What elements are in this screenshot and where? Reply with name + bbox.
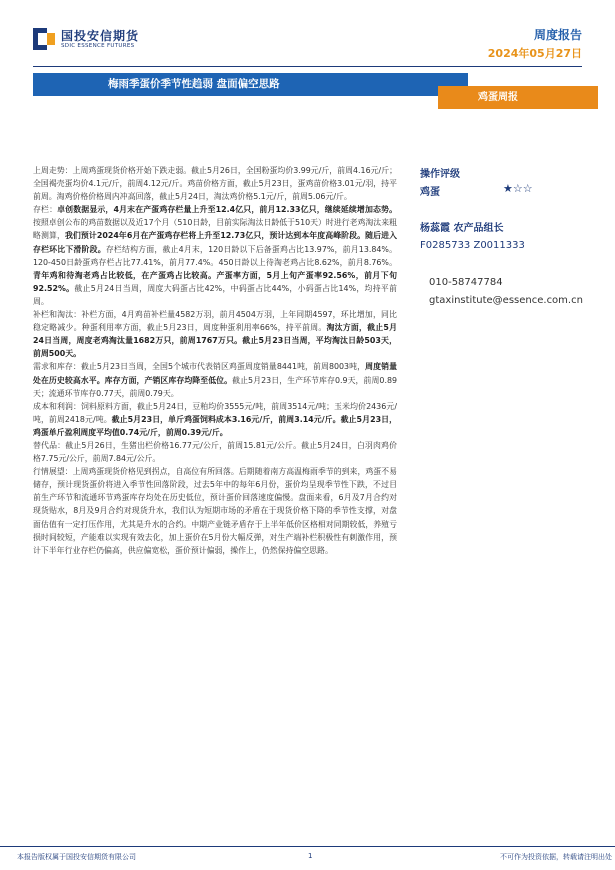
analyst-name: 杨蕊霞 农产品组长 <box>420 223 504 234</box>
company-logo <box>33 28 139 50</box>
paragraph-substitutes: 替代品：截止5月26日，生猪出栏价格16.77元/公斤，前周15.81元/公斤。截止5月24日，白羽肉鸡价格7.75元/公斤，前周7.84元/公斤。 <box>33 440 397 464</box>
rating-row <box>420 183 580 198</box>
contact-phone: 010-58747784 <box>429 277 503 288</box>
report-category: 鸡蛋周报 <box>438 86 598 109</box>
logo-mark-icon <box>33 28 55 50</box>
contact-email: gtaxinstitute@essence.com.cn <box>429 295 583 306</box>
rating-stars-icon: ★☆☆ <box>503 182 533 195</box>
header-divider <box>33 66 582 67</box>
paragraph-restock-culling: 补栏和淘汰：补栏方面，4月鸡苗补栏量4582万羽，前月4504万羽，上年同期4597，环比增加，同比稳定略减少。种蛋利用率方面，截止5月23日，周度种蛋利用率66%，持平前周。淘汰方面，截止5月24日当周，周度老鸡淘汰量1682万只，前周1767万只。截止5月23日当周，平均淘汰日龄503天，前周500天。 <box>33 310 397 359</box>
logo-en: SDIC ESSENCE FUTURES <box>61 42 135 49</box>
report-body <box>33 164 397 557</box>
rating-title: 操作评级 <box>420 169 460 180</box>
report-title: 梅雨季蛋价季节性趋弱 盘面偏空思路 <box>33 73 468 96</box>
report-type: 周度报告 <box>533 28 582 42</box>
analyst-cert: F0285733 Z0011333 <box>420 240 525 251</box>
footer-disclaimer: 不可作为投资依据，转载请注明出处 <box>500 853 612 861</box>
paragraph-weekly-trend: 上周走势：上周鸡蛋现货价格开始下跌走弱。截止5月26日，全国粉蛋均价3.99元/斤，前周4.16元/斤；全国褐壳蛋均价4.1元/斤，前周4.12元/斤。鸡苗价格方面，截止5月23日，蛋鸡苗价格3.01元/羽，持平前周。淘鸡价格价格周内冲高回落，截止5月24日，淘汰鸡价格5.1元/斤，前周5.06元/斤。 <box>33 166 397 202</box>
report-date: 2024年05月27日 <box>487 47 582 60</box>
footer-divider <box>0 846 615 847</box>
footer-copyright: 本报告版权属于国投安信期货有限公司 <box>17 853 136 861</box>
paragraph-cost-profit: 成本和利润：饲料原料方面，截止5月24日，豆粕均价3555元/吨，前周3514元/吨；玉米均价2436元/吨，前周2418元/吨。截止5月23日，单斤鸡蛋饲料成本3.16元/斤，前周3.14元/斤。截止5月23日，鸡蛋单斤盈利周度平均值0.74元/斤，前周0.39元/斤。 <box>33 401 397 437</box>
paragraph-inventory: 存栏：卓创数据显示，4月末在产蛋鸡存栏量上升至12.4亿只，前月12.33亿只，继续延续增加态势。按照卓创公布的鸡苗数据以及近17个月（510日龄，目前实际淘汰日龄低于510天）时进行老鸡淘汰来粗略测算，我们预计2024年6月在产蛋鸡存栏将上升至12.73亿只，预计达到本年度高峰阶段。随后进入存栏环比下滑阶段。存栏结构方面，截止4月末，120日龄以下后备蛋鸡占比13.97%，前月13.84%。120-450日龄蛋鸡存栏占比77.41%，前月77.4%。450日龄以上待淘老鸡占比8.62%，前月8.76%。青年鸡和待淘老鸡占比较低，在产蛋鸡占比较高。产蛋率方面，5月上旬产蛋率92.56%，前月下旬92.52%。截止5月24日当周，周度大码蛋占比42%，中码蛋占比44%，小码蛋占比14%，均持平前周。 <box>33 205 397 306</box>
rating-product: 鸡蛋 <box>420 187 440 198</box>
logo-cn: 国投安信期货 <box>61 28 140 43</box>
page-number: 1 <box>308 852 313 860</box>
paragraph-outlook: 行情展望：上周鸡蛋现货价格见到拐点，自高位有所回落。后期随着南方高温梅雨季节的到来，鸡蛋不易储存，预计现货蛋价将进入季节性回落阶段，过去5年中的每年6月份，蛋价均呈现季节性下跌，不过目前生产环节和流通环节鸡蛋库存均处在历史低位，预计蛋价回落速度偏慢。盘面来看，6月及7月合约对现货贴水，8月及9月合约对现货升水，我们认为短期市场的矛盾在于现货价格下降的季节性支撑，对盘面估值有一定打压作用，尤其是升水的合约。中期产业链矛盾存于上半年低价区格相对同期较低，养殖亏损时间较短，产能难以实现有效去化，加上蛋价在5月份大幅反弹，对生产端补栏积极性有刺激作用，预计下半年行业存栏仍偏高，供应偏宽松，蛋价预计偏弱，操作上，仍然保持偏空思路。 <box>33 467 397 555</box>
paragraph-demand-stock: 需求和库存：截止5月23日当周，全国5个城市代表销区鸡蛋周度销量8441吨，前周8003吨，周度销量处在历史较高水平。库存方面，产销区库存均降至低位。截止5月23日，生产环节库存0.9天，前周0.89天；流通环节库存0.77天，前周0.79天。 <box>33 362 397 398</box>
